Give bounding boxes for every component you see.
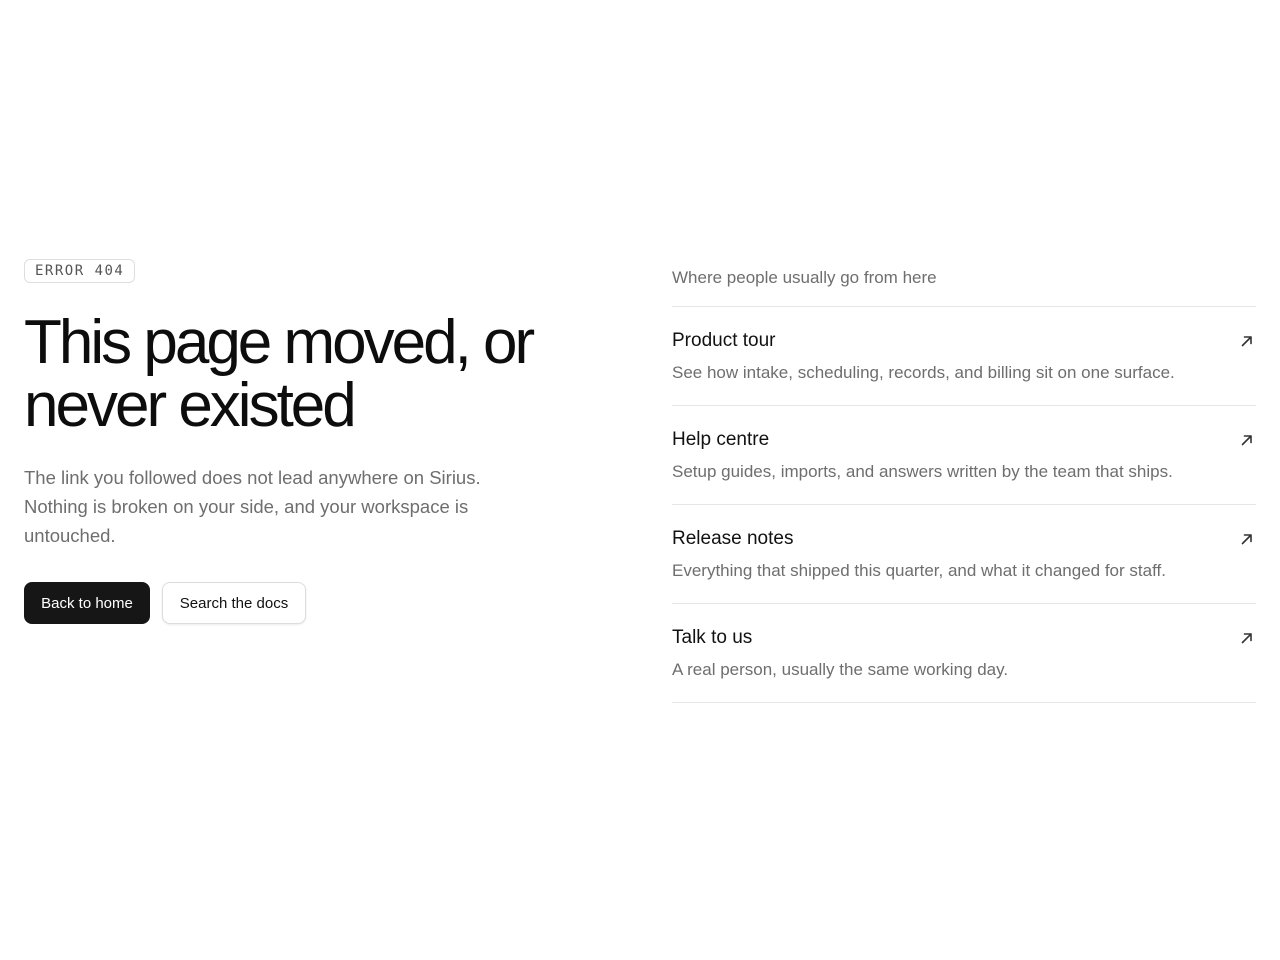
destination-talk-to-us[interactable]: [672, 604, 1256, 703]
error-code-badge: ERROR 404: [24, 259, 135, 283]
action-buttons: [24, 582, 544, 624]
search-docs-button[interactable]: Search the docs: [162, 582, 306, 624]
arrow-up-right-icon: [1240, 532, 1254, 546]
arrow-up-right-icon: [1240, 433, 1254, 447]
arrow-up-right-icon: [1240, 334, 1254, 348]
destination-description: Everything that shipped this quarter, and what it changed for staff.: [672, 561, 1166, 580]
error-panel: [24, 259, 544, 624]
destination-title: Release notes: [672, 528, 794, 549]
destination-product-tour[interactable]: [672, 307, 1256, 406]
destination-help-centre[interactable]: [672, 406, 1256, 505]
error-description: The link you followed does not lead anywhere on Sirius. Nothing is broken on your side, and your workspace is untouched.: [24, 467, 481, 546]
destinations-panel: [672, 266, 1256, 703]
destination-description: A real person, usually the same working day.: [672, 660, 1009, 679]
destination-title: Help centre: [672, 429, 770, 450]
destinations-heading: Where people usually go from here: [672, 266, 1256, 307]
destination-release-notes[interactable]: [672, 505, 1256, 604]
destination-title: Talk to us: [672, 627, 753, 648]
destination-title: Product tour: [672, 330, 776, 351]
back-to-home-button[interactable]: Back to home: [24, 582, 150, 624]
destination-description: Setup guides, imports, and answers written by the team that ships.: [672, 462, 1173, 481]
page-title: This page moved, or never existed: [24, 308, 533, 440]
arrow-up-right-icon: [1240, 631, 1254, 645]
destination-description: See how intake, scheduling, records, and billing sit on one surface.: [672, 363, 1175, 382]
